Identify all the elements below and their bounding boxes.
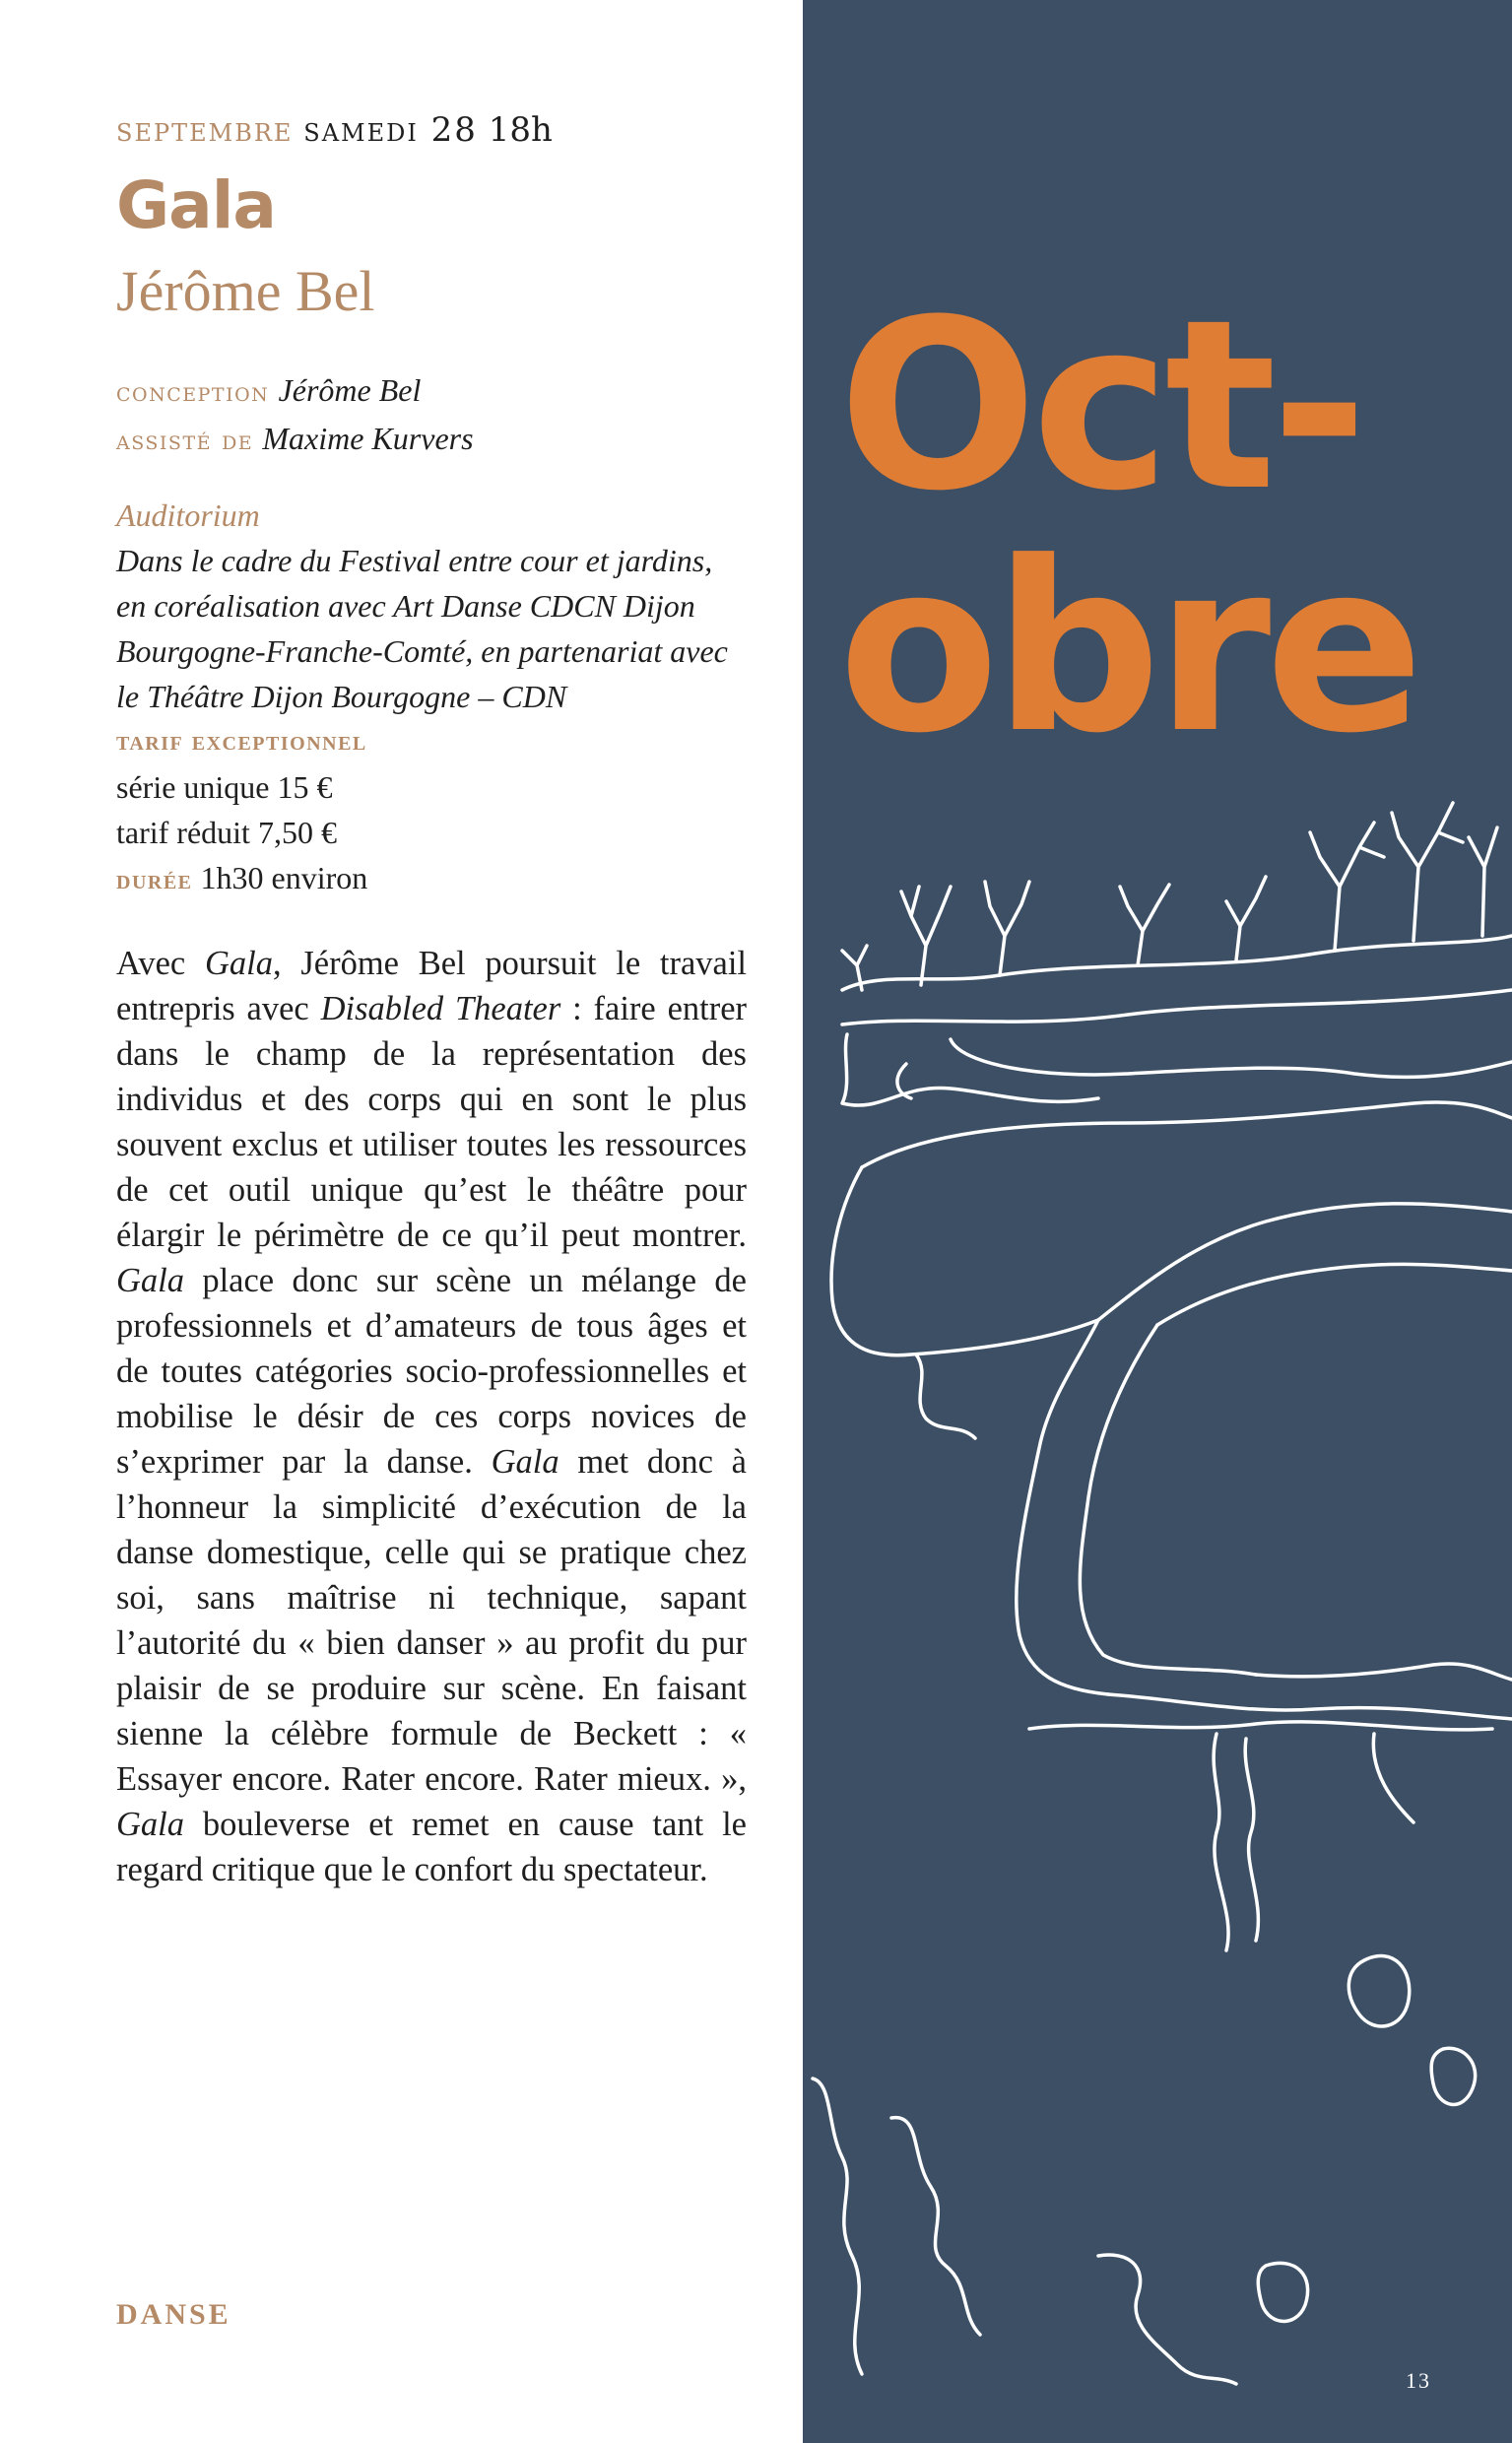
month-title-line: obre <box>838 512 1418 785</box>
show-author: Jérôme Bel <box>116 259 375 323</box>
pebble <box>1431 2048 1476 2104</box>
category-label: DANSE <box>116 2298 231 2331</box>
shrub <box>1392 803 1463 941</box>
pebble-chain <box>1098 2255 1236 2384</box>
stream-line <box>1214 1734 1228 1950</box>
arch-outline <box>1080 1325 1256 1675</box>
description-segment: place donc sur scène un mélange de professionnels et d’amateurs de tous âges et de toutes catégories socio-professionnelles et mobilise le désir de ces corps novices de s’exprimer par la danse. <box>116 1262 747 1481</box>
description-title-ref: Gala <box>116 1262 184 1299</box>
tarif-reduit: tarif réduit 7,50 € <box>116 815 337 850</box>
shrub <box>1226 877 1266 960</box>
description-title-ref: Gala <box>491 1443 559 1481</box>
month-panel <box>803 0 1512 2443</box>
date-time: 18h <box>488 110 553 150</box>
arch-outline <box>1108 1694 1512 1719</box>
credit-value: Maxime Kurvers <box>262 421 474 456</box>
stream-line <box>1373 1734 1413 1822</box>
date-month: septembre <box>116 110 294 150</box>
shrub <box>901 887 951 985</box>
arch-outline <box>1017 1320 1108 1694</box>
tarif-unique: série unique 15 € <box>116 769 333 805</box>
page-number: 13 <box>1406 2368 1431 2393</box>
shrub <box>1120 885 1169 965</box>
credit-label: assisté de <box>116 426 254 456</box>
date-day: samedi 28 <box>303 110 478 150</box>
duree-label: durée <box>116 865 193 895</box>
description-text <box>116 941 747 1892</box>
description-title-ref: Gala <box>116 1806 184 1843</box>
rock-outline <box>916 1354 975 1438</box>
plateau-edge <box>951 1039 1512 1077</box>
tarif-label: tarif exceptionnel <box>116 726 367 757</box>
description-segment: : faire entrer dans le champ de la représentation des individus et des corps qui en sont le plus souvent exclus et utiliser toutes les ressources de cet outil unique qu’est le théâtre pour élargir le périmètre de ce qu’il peut montrer. <box>116 990 748 1254</box>
description-segment: , Jérôme Bel poursuit le travail entrepris avec <box>116 945 747 1027</box>
pebble <box>1258 2263 1307 2321</box>
ground-line <box>1029 1722 1492 1730</box>
credits-block <box>116 367 474 464</box>
duree-value: 1h30 environ <box>200 860 368 895</box>
shrub <box>1469 827 1497 936</box>
description-title-ref: Disabled Theater <box>320 990 561 1027</box>
pebble-chain <box>891 2118 980 2335</box>
stream-line <box>1245 1739 1258 1941</box>
shrub <box>985 882 1029 975</box>
arch-outline <box>1157 1264 1512 1325</box>
venue: Auditorium <box>116 497 260 533</box>
credit-line <box>116 416 474 464</box>
credit-value: Jérôme Bel <box>278 372 422 408</box>
shrub <box>1310 823 1384 951</box>
duree-line <box>116 855 747 903</box>
info-block <box>116 493 747 903</box>
plateau-edge <box>842 936 1512 990</box>
month-title-line: Oct- <box>838 270 1362 543</box>
description-segment: met donc à l’honneur la simplicité d’exécution de la danse domestique, celle qui se pratique chez soi, sans maîtrise ni technique, sapant l’autorité du « bien danser » au profit du pur plaisir de se produire sur scène. En faisant sienne la célèbre formule de Beckett : « Essayer encore. Rater encore. Rater mieux. », <box>116 1443 747 1798</box>
description-segment: Avec <box>116 945 205 982</box>
plateau-edge <box>842 990 1512 1024</box>
rock-outline <box>1098 1204 1512 1320</box>
pebble <box>1348 1956 1409 2026</box>
rock-outline <box>862 1102 1512 1167</box>
pebble-chain <box>813 2079 862 2374</box>
date-line <box>116 110 553 150</box>
month-title <box>838 270 1418 785</box>
show-title: Gala <box>116 167 276 243</box>
description-segment: bouleverse et remet en cause tant le regard critique que le confort du spectateur. <box>116 1806 747 1888</box>
rock-outline <box>831 1167 1098 1355</box>
credit-line <box>116 367 474 416</box>
context-text: Dans le cadre du Festival entre cour et jardins, en coréalisation avec Art Danse CDCN Dijon Bourgogne-Franche-Comté, en partenariat avec le Théâtre Dijon Bourgogne – CDN <box>116 543 728 714</box>
credit-label: conception <box>116 377 270 408</box>
rock-edge <box>842 1034 1098 1105</box>
description-title-ref: Gala <box>204 945 273 982</box>
arch-outline <box>1256 1664 1512 1680</box>
